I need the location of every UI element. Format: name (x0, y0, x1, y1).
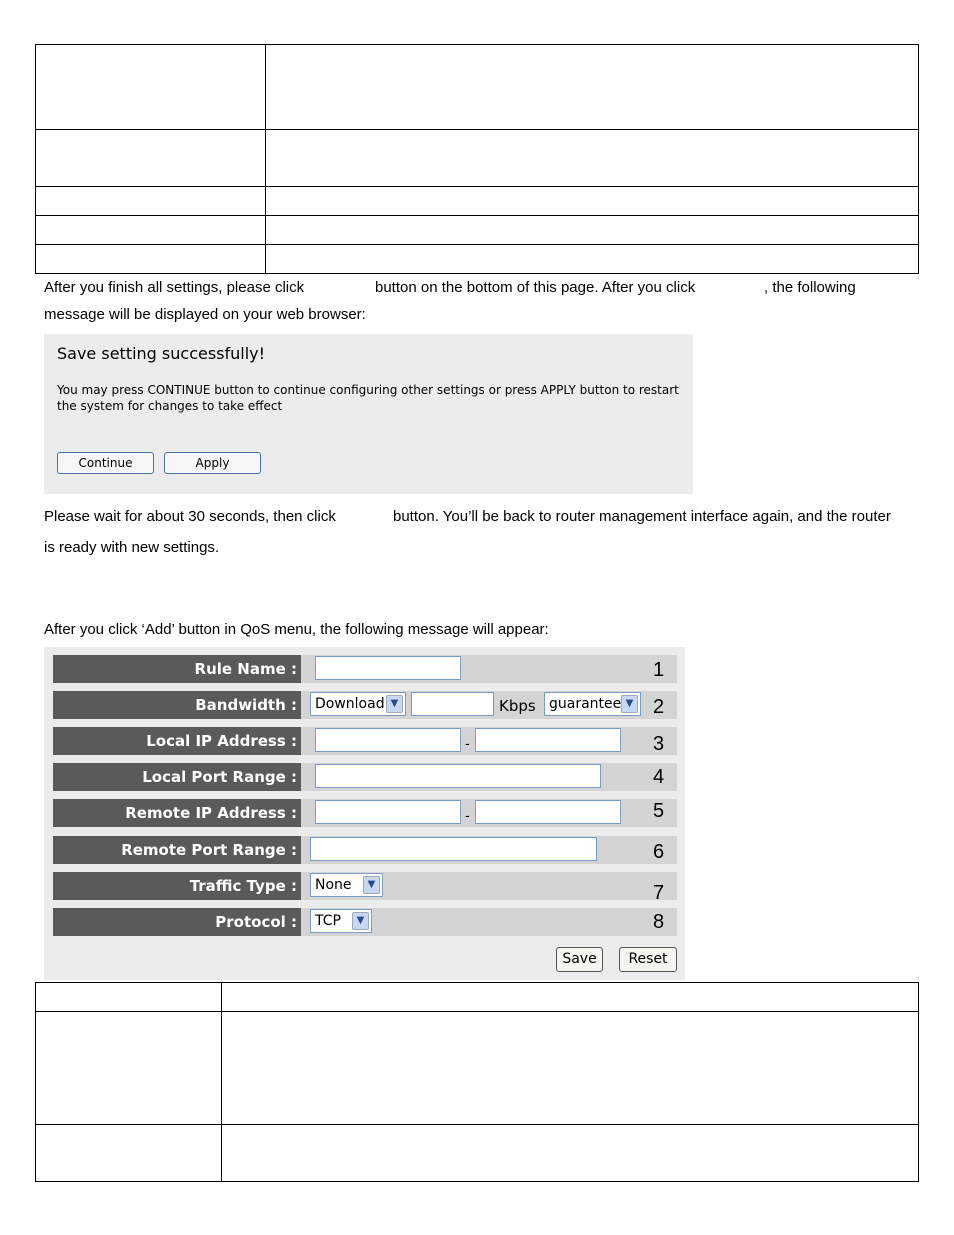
traffic-type-value: None (315, 877, 352, 893)
remote-ip-end-input[interactable] (475, 800, 621, 824)
range-separator: - (465, 807, 470, 823)
table-cell (36, 245, 266, 274)
local-ip-label: Local IP Address : (53, 727, 301, 755)
protocol-label: Protocol : (53, 908, 301, 936)
remote-ip-label: Remote IP Address : (53, 799, 301, 827)
bandwidth-mode-value: guarantee (549, 696, 622, 712)
row-number: 3 (653, 733, 665, 755)
continue-button[interactable]: Continue (57, 452, 154, 474)
protocol-select[interactable] (310, 909, 372, 933)
range-separator: - (465, 735, 470, 751)
table-cell (222, 1125, 919, 1182)
reset-button[interactable]: Reset (619, 947, 677, 972)
table-cell (36, 216, 266, 245)
local-port-input[interactable] (315, 764, 601, 788)
table-cell (266, 45, 919, 130)
remote-port-label: Remote Port Range : (53, 836, 301, 864)
traffic-type-select[interactable] (310, 873, 383, 897)
qos-intro: After you click ‘Add’ button in QoS menu, the following message will appear: (44, 621, 549, 638)
wait-line2: is ready with new settings. (44, 539, 220, 556)
qos-rule-form (44, 647, 685, 980)
dialog-title: Save setting successfully! (57, 344, 266, 363)
traffic-type-row (53, 872, 677, 904)
row-number: 6 (653, 841, 665, 863)
local-ip-row (53, 727, 677, 755)
remote-ip-start-input[interactable] (315, 800, 461, 824)
traffic-type-label: Traffic Type : (53, 872, 301, 900)
table-cell (36, 1125, 222, 1182)
remote-port-row (53, 836, 677, 864)
bandwidth-row (53, 691, 677, 719)
remote-port-input[interactable] (310, 837, 597, 861)
table-cell (36, 187, 266, 216)
rule-name-input[interactable] (315, 656, 461, 680)
table-cell (266, 130, 919, 187)
local-ip-start-input[interactable] (315, 728, 461, 752)
chevron-down-icon: ▼ (352, 912, 369, 930)
chevron-down-icon: ▼ (363, 876, 380, 894)
top-table (35, 44, 919, 274)
rule-name-label: Rule Name : (53, 655, 301, 683)
table-cell (222, 1012, 919, 1125)
bandwidth-input[interactable] (411, 692, 494, 716)
intro-line1a: After you finish all settings, please click (44, 279, 305, 296)
row-number: 4 (653, 766, 665, 788)
bandwidth-unit: Kbps (499, 697, 536, 715)
table-cell (36, 1012, 222, 1125)
row-number: 2 (653, 696, 665, 718)
table-cell (36, 45, 266, 130)
intro-line1c: , the following (764, 279, 856, 296)
row-number: 8 (653, 911, 665, 933)
row-number: 5 (653, 800, 665, 822)
row-number: 7 (653, 882, 665, 904)
rule-name-row (53, 655, 677, 683)
wait-line1a: Please wait for about 30 seconds, then click (44, 508, 336, 525)
local-port-label: Local Port Range : (53, 763, 301, 791)
bandwidth-mode-select[interactable] (544, 692, 641, 716)
local-ip-end-input[interactable] (475, 728, 621, 752)
protocol-value: TCP (315, 913, 341, 929)
local-port-row (53, 763, 677, 791)
intro-line2: message will be displayed on your web browser: (44, 306, 366, 323)
table-cell (36, 983, 222, 1012)
apply-button[interactable]: Apply (164, 452, 261, 474)
intro-line1b: button on the bottom of this page. After you click (375, 279, 696, 296)
table-cell (36, 130, 266, 187)
table-cell (266, 245, 919, 274)
table-cell (266, 216, 919, 245)
bottom-table (35, 982, 919, 1182)
save-success-dialog (44, 334, 693, 494)
chevron-down-icon: ▼ (621, 695, 638, 713)
wait-line1b: button. You’ll be back to router management interface again, and the router (393, 508, 891, 525)
bandwidth-label: Bandwidth : (53, 691, 301, 719)
save-button[interactable]: Save (556, 947, 603, 972)
bandwidth-direction-value: Download (315, 696, 385, 712)
table-cell (266, 187, 919, 216)
remote-ip-row (53, 799, 677, 827)
bandwidth-direction-select[interactable] (310, 692, 406, 716)
row-number: 1 (653, 659, 665, 681)
chevron-down-icon: ▼ (386, 695, 403, 713)
table-cell (222, 983, 919, 1012)
dialog-message: You may press CONTINUE button to continue configuring other settings or press APPLY button to restart the system for changes to take effect (57, 383, 679, 413)
protocol-row (53, 908, 677, 936)
